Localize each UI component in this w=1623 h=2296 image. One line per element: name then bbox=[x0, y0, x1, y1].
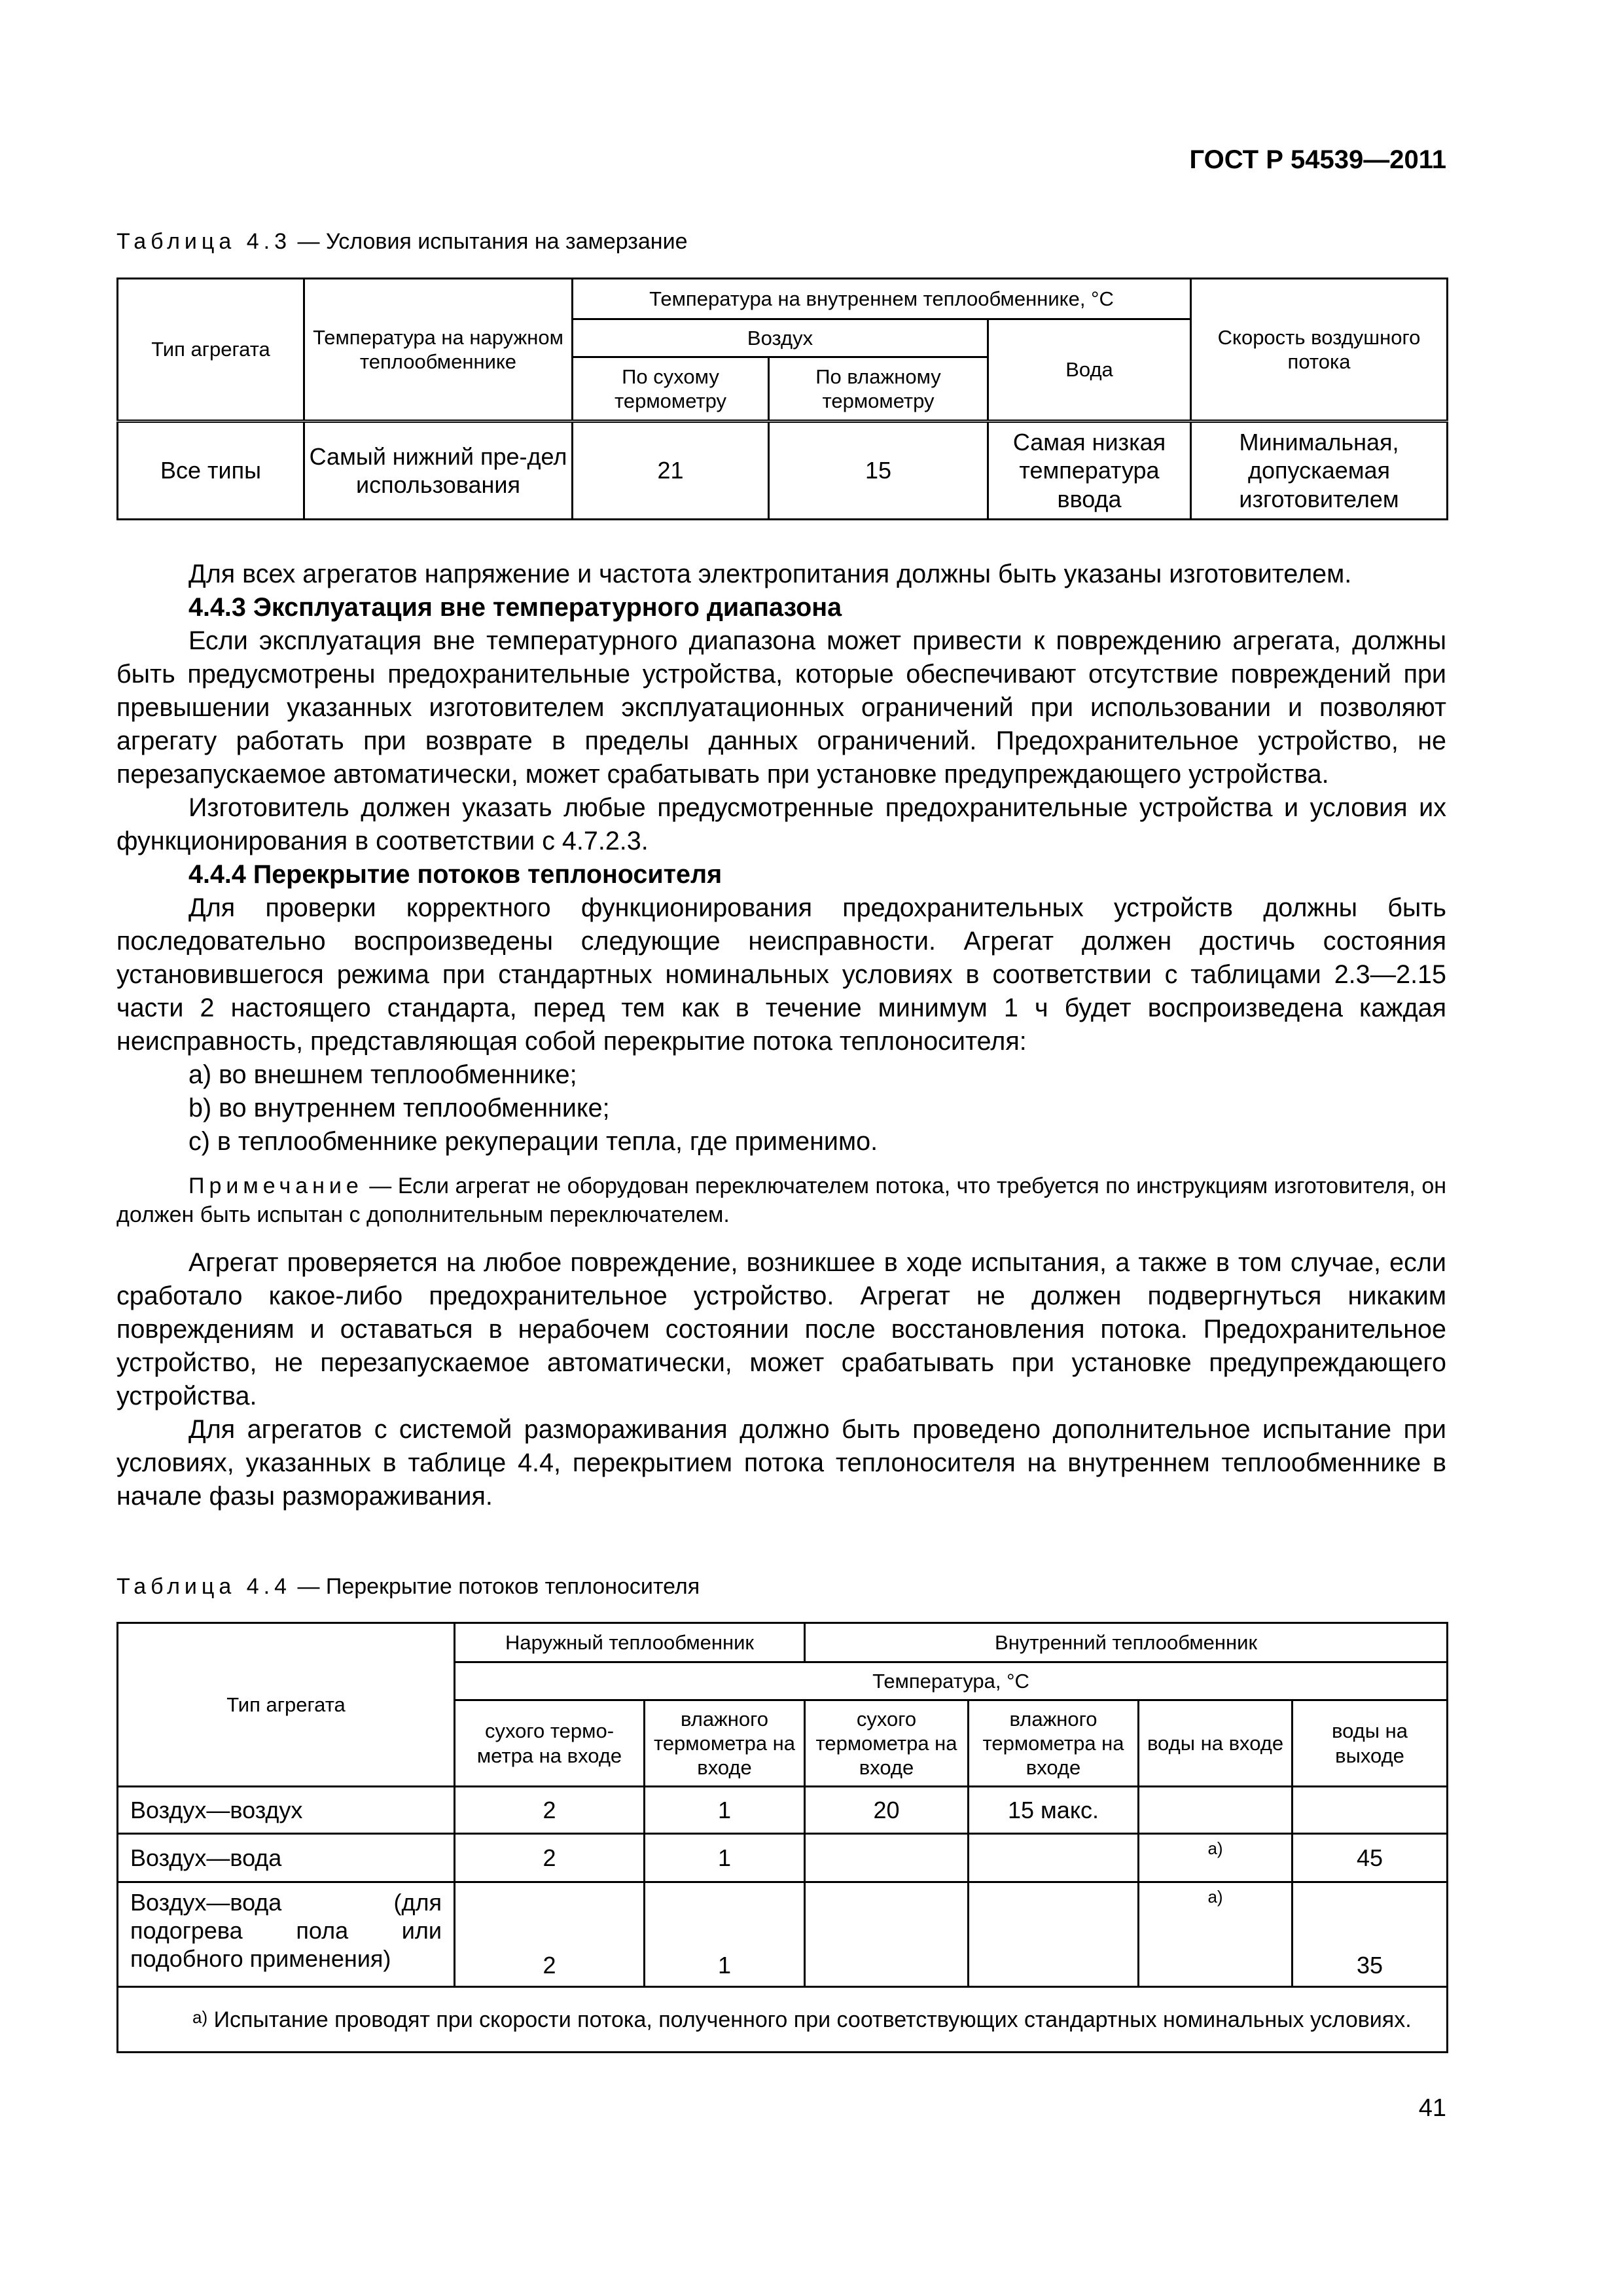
table-4-4 bbox=[116, 1622, 1448, 2053]
t44-header-temp: Температура, °С bbox=[455, 1662, 1448, 1700]
paragraph: Если эксплуатация вне температурного диапазона может привести к повреждению агрегата, должны быть предусмотрены предохранительные устройства, которые обеспечивают отсутствие повреждений при превышении указанных изготовителем эксплуатационных ограничений при использовании и позволяют агрегату работать при возврате в пределы данных ограничений. Предохранительное устройство, не перезапускаемое автоматически, может срабатывать при установке предупреждающего устройства. bbox=[116, 626, 1446, 789]
t44-header-outer-dry: сухого термо-метра на входе bbox=[455, 1700, 645, 1787]
table-4-4-title: — Перекрытие потоков теплоносителя bbox=[291, 1574, 700, 1599]
t44-header-water-in: воды на входе bbox=[1139, 1700, 1293, 1787]
section-heading-4-4-3: 4.4.3 Эксплуатация вне температурного диапазона bbox=[188, 593, 842, 622]
t43-cell-wet: 15 bbox=[769, 422, 988, 520]
t44-cell bbox=[1139, 1787, 1293, 1834]
t44-cell bbox=[1139, 1834, 1293, 1882]
t44-cell bbox=[1139, 1882, 1293, 1987]
document-header: ГОСТ Р 54539—2011 bbox=[1189, 145, 1446, 174]
t44-cell: 2 bbox=[455, 1882, 645, 1987]
t43-header-wet: По влажному термометру bbox=[769, 357, 988, 422]
t44-cell: 1 bbox=[645, 1787, 805, 1834]
t43-cell-water: Самая низкая температура ввода bbox=[988, 422, 1191, 520]
table-4-4-label: Таблица 4.4 bbox=[116, 1574, 292, 1599]
t43-header-speed: Скорость воздушного потока bbox=[1191, 279, 1448, 422]
list-item: c) в теплообменнике рекуперации тепла, где применимо. bbox=[188, 1127, 878, 1156]
footnote-text: Испытание проводят при скорости потока, полученного при соответствующих стандартных номинальных условиях. bbox=[207, 2007, 1412, 2032]
t43-header-type: Тип агрегата bbox=[118, 279, 304, 422]
table-4-3-title: — Условия испытания на замерзание bbox=[291, 229, 688, 254]
list-item: а) во внешнем теплообменнике; bbox=[188, 1060, 577, 1089]
t44-cell: 2 bbox=[455, 1834, 645, 1882]
note bbox=[116, 1172, 1446, 1229]
table-row bbox=[118, 1787, 1448, 1834]
footnote-mark: а) bbox=[192, 2007, 208, 2027]
paragraph: Для проверки корректного функционирования предохранительных устройств должны быть последовательно воспроизведены следующие неисправности. Агрегат должен достичь состояния установившегося режима при стандартных номинальных условиях в соответствии с таблицами 2.3—2.15 части 2 настоящего стандарта, перед тем как в течение минимум 1 ч будет воспроизведена каждая неисправность, представляющая собой перекрытие потока теплоносителя: bbox=[116, 893, 1446, 1056]
t44-cell bbox=[805, 1834, 969, 1882]
t44-cell bbox=[805, 1882, 969, 1987]
t44-header-outer: Наружный теплообменник bbox=[455, 1623, 805, 1662]
note-label: Примечание bbox=[188, 1174, 363, 1198]
paragraph: Для агрегатов с системой размораживания должно быть проведено дополнительное испытание при условиях, указанных в таблице 4.4, перекрытием потока теплоносителя на внутреннем теплообменнике в начале фазы размораживания. bbox=[116, 1415, 1446, 1511]
footnote-ref: а) bbox=[1207, 1839, 1223, 1858]
t44-header-outer-wet: влажного термометра на входе bbox=[645, 1700, 805, 1787]
t44-header-type: Тип агрегата bbox=[118, 1623, 455, 1787]
table-row bbox=[118, 1834, 1448, 1882]
t44-cell bbox=[969, 1882, 1139, 1987]
t44-cell-type: Воздух—вода bbox=[118, 1834, 455, 1882]
note-text: — Если агрегат не оборудован переключателем потока, что требуется по инструкциям изготовителя, он должен быть испытан с дополнительным переключателем. bbox=[116, 1174, 1446, 1227]
t44-cell: 2 bbox=[455, 1787, 645, 1834]
t44-cell-type: Воздух—вода (для подогрева пола или подобного применения) bbox=[118, 1882, 455, 1987]
footnote-ref: а) bbox=[1207, 1887, 1223, 1907]
t44-cell bbox=[969, 1834, 1139, 1882]
t44-header-inner-dry: сухого термометра на входе bbox=[805, 1700, 969, 1787]
t44-header-inner-wet: влажного термометра на входе bbox=[969, 1700, 1139, 1787]
paragraph: Агрегат проверяется на любое повреждение, возникшее в ходе испытания, а также в том случае, если сработало какое-либо предохранительное устройство. Агрегат не должен подвергнуться никаким повреждениям и оставаться в нерабочем состоянии после восстановления потока. Предохранительное устройство, не перезапускаемое автоматически, может срабатывать при установке предупреждающего устройства. bbox=[116, 1248, 1446, 1410]
page-number: 41 bbox=[1418, 2094, 1446, 2122]
paragraph: Для всех агрегатов напряжение и частота электропитания должны быть указаны изготовителем. bbox=[188, 560, 1352, 588]
body-text bbox=[116, 558, 1446, 1513]
section-heading-4-4-4: 4.4.4 Перекрытие потоков теплоносителя bbox=[188, 860, 722, 889]
t43-header-air: Воздух bbox=[573, 319, 988, 357]
t44-cell: 45 bbox=[1293, 1834, 1448, 1882]
t43-cell-outdoor: Самый нижний пре-дел использования bbox=[304, 422, 573, 520]
t43-header-dry: По сухому термометру bbox=[573, 357, 769, 422]
t44-cell bbox=[1293, 1787, 1448, 1834]
table-row bbox=[118, 1882, 1448, 1987]
t43-cell-speed: Минимальная, допускаемая изготовителем bbox=[1191, 422, 1448, 520]
table-4-3-caption bbox=[116, 229, 687, 255]
t44-header-inner: Внутренний теплообменник bbox=[805, 1623, 1448, 1662]
t44-cell: 35 bbox=[1293, 1882, 1448, 1987]
t44-cell: 1 bbox=[645, 1834, 805, 1882]
t43-cell-type: Все типы bbox=[118, 422, 304, 520]
table-4-3 bbox=[116, 278, 1448, 520]
table-footnote bbox=[118, 1987, 1448, 2053]
table-4-3-label: Таблица 4.3 bbox=[116, 229, 292, 254]
t44-header-water-out: воды на выходе bbox=[1293, 1700, 1448, 1787]
t44-cell: 20 bbox=[805, 1787, 969, 1834]
t43-header-water: Вода bbox=[988, 319, 1191, 422]
t44-cell-type: Воздух—воздух bbox=[118, 1787, 455, 1834]
t44-cell: 1 bbox=[645, 1882, 805, 1987]
t44-cell: 15 макс. bbox=[969, 1787, 1139, 1834]
t43-header-outdoor: Температура на наружном теплообменнике bbox=[304, 279, 573, 422]
table-4-4-caption bbox=[116, 1574, 700, 1600]
t43-header-indoor: Температура на внутреннем теплообменнике, °С bbox=[573, 279, 1191, 319]
list-item: b) во внутреннем теплообменнике; bbox=[188, 1094, 610, 1122]
t43-cell-dry: 21 bbox=[573, 422, 769, 520]
paragraph: Изготовитель должен указать любые предусмотренные предохранительные устройства и условия их функционирования в соответствии с 4.7.2.3. bbox=[116, 793, 1446, 855]
